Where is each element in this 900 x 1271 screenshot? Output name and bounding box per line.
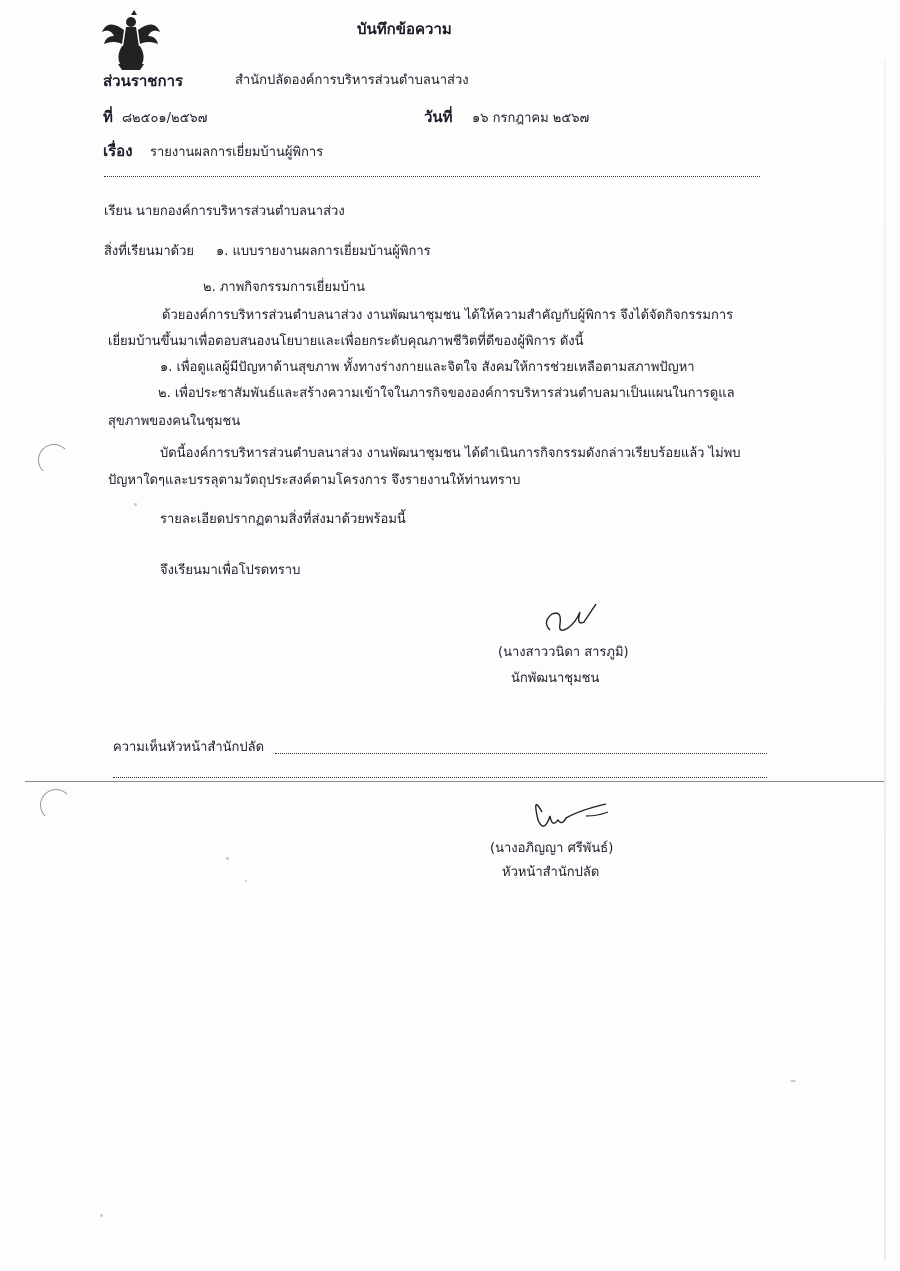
date-value: ๑๖ กรกฎาคม ๒๕๖๗ <box>472 111 590 126</box>
header-divider <box>104 176 760 177</box>
attachment-item-2: ๒. ภาพกิจกรรมการเยี่ยมบ้าน <box>203 280 366 295</box>
number-label: ที่ <box>103 108 113 126</box>
salutation: เรียน นายกองค์การบริหารส่วนตำบลนาส่วง <box>104 204 345 219</box>
scan-speck <box>790 1080 796 1082</box>
body-item-1: ๑. เพื่อดูแลผู้มีปัญหาด้านสุขภาพ ทั้งทางร่างกายและจิตใจ สังคมให้การช่วยเหลือตามสภาพปัญหา <box>160 360 695 375</box>
signer-2-name: (นางอภิญญา ศรีพันธ์) <box>490 841 614 856</box>
attachment-item-1: ๑. แบบรายงานผลการเยี่ยมบ้านผู้พิการ <box>216 244 431 259</box>
subject-label: เรื่อง <box>103 142 133 160</box>
signer-1-name: (นางสาววนิดา สารภูมิ) <box>498 645 629 660</box>
agency-value: สำนักปลัดองค์การบริหารส่วนตำบลนาส่วง <box>235 73 469 88</box>
page-fold-line <box>25 781 885 782</box>
subject-value: รายงานผลการเยี่ยมบ้านผู้พิการ <box>150 145 324 160</box>
body-p2-line2: ปัญหาใดๆและบรรลุตามวัตถุประสงค์ตามโครงการ จึงรายงานให้ท่านทราบ <box>108 473 521 488</box>
signer-2-position: หัวหน้าสำนักปลัด <box>502 865 600 880</box>
body-p1-line2: เยี่ยมบ้านขึ้นมาเพื่อตอบสนองนโยบายและเพื่อยกระดับคุณภาพชีวิตที่ดีของผู้พิการ ดังนี้ <box>108 334 584 349</box>
attachments-label: สิ่งที่เรียนมาด้วย <box>104 244 195 259</box>
signature-2 <box>528 790 618 836</box>
scan-speck <box>100 1214 103 1217</box>
punch-hole-mark-2 <box>40 789 72 821</box>
scan-edge <box>884 60 886 1260</box>
body-p2-line1: บัดนี้องค์การบริหารส่วนตำบลนาส่วง งานพัฒนาชุมชน ได้ดำเนินการกิจกรรมดังกล่าวเรียบร้อยแล้ว ไม่พบ <box>160 446 741 461</box>
opinion-line-2 <box>113 777 767 778</box>
opinion-line-1 <box>275 753 767 754</box>
body-item-2-line2: สุขภาพของคนในชุมชน <box>108 414 241 429</box>
scan-speck <box>226 857 229 860</box>
opinion-label: ความเห็นหัวหน้าสำนักปลัด <box>113 740 265 755</box>
garuda-emblem-icon <box>100 10 162 72</box>
body-p3: รายละเอียดปรากฏตามสิ่งที่ส่งมาด้วยพร้อมนี้ <box>160 512 406 527</box>
scan-speck <box>245 880 247 882</box>
signature-1 <box>540 600 600 642</box>
memo-title: บันทึกข้อความ <box>357 20 452 38</box>
punch-hole-mark-1 <box>38 444 70 476</box>
scan-speck <box>134 503 137 506</box>
body-closing: จึงเรียนมาเพื่อโปรดทราบ <box>160 563 301 578</box>
body-p1-line1: ด้วยองค์การบริหารส่วนตำบลนาส่วง งานพัฒนาชุมชน ได้ให้ความสำคัญกับผู้พิการ จึงได้จัดกิจกรรมการ <box>162 308 734 323</box>
date-label: วันที่ <box>424 108 453 126</box>
body-item-2-line1: ๒. เพื่อประชาสัมพันธ์และสร้างความเข้าใจในภารกิจขององค์การบริหารส่วนตำบลมาเป็นแผนในการดูแล <box>158 386 735 401</box>
agency-label: ส่วนราชการ <box>103 72 184 90</box>
number-value: ๘๒๕๐๑/๒๕๖๗ <box>122 111 208 126</box>
signer-1-position: นักพัฒนาชุมชน <box>511 671 600 686</box>
